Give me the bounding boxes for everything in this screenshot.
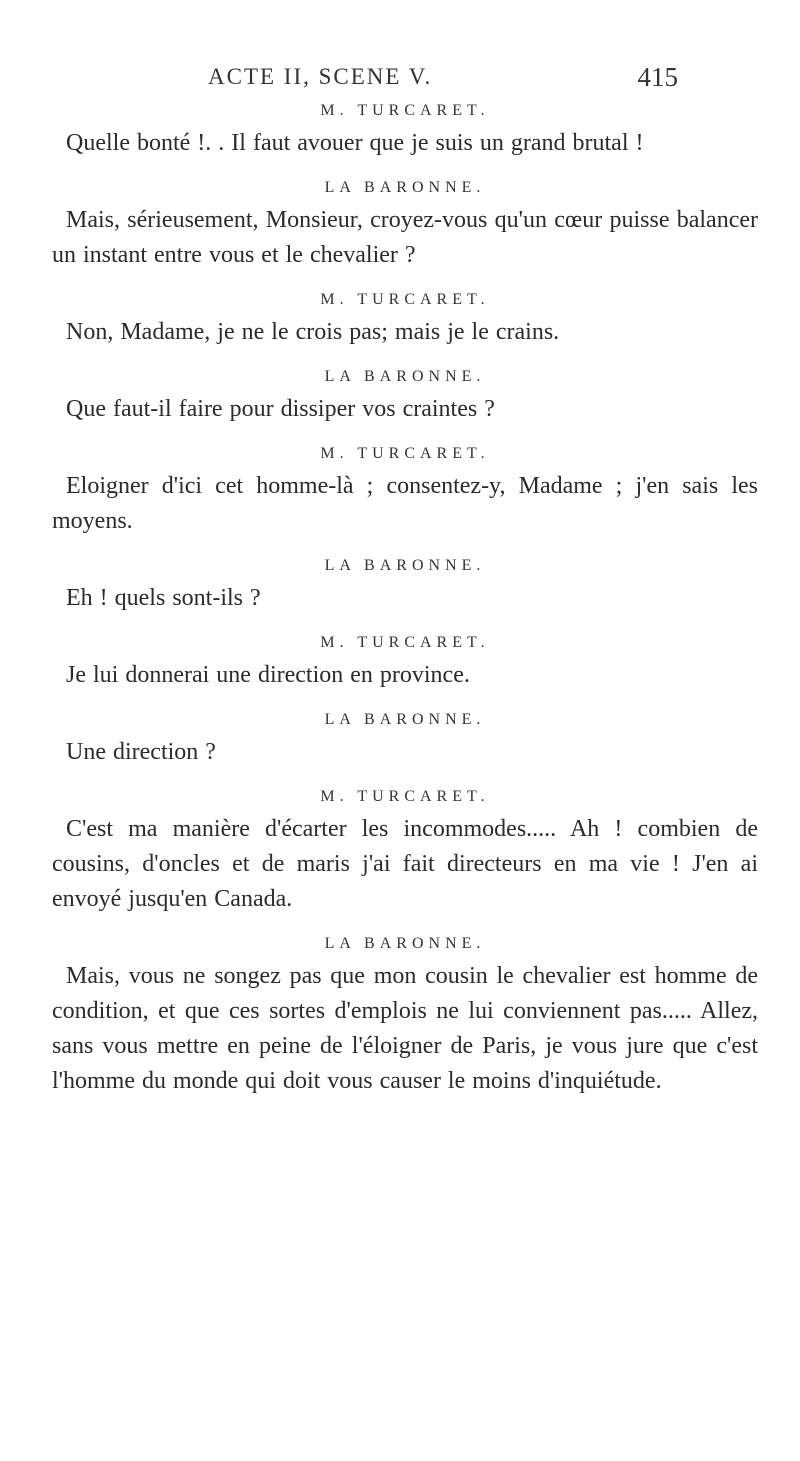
speaker-name: M. TURCARET. [320,634,490,651]
speech-text: Que faut-il faire pour dissiper vos craintes ? [66,396,495,422]
speaker-name: LA BARONNE. [324,179,486,196]
speaker-name: LA BARONNE. [324,557,486,574]
speech-text: Mais, vous ne songez pas que mon cousin le chevalier est homme de condition, et que ces sortes d'emplois ne lui conviennent pas..... Allez, sans vous mettre en peine de l'éloigner de Paris, je vous jure que c'est l'homme du monde qui doit vous causer le moins d'inquiétude. [52,963,758,1094]
speech-text: C'est ma manière d'écarter les incommodes..... Ah ! combien de cousins, d'oncles et de maris j'ai fait directeurs en ma vie ! J'en ai envoyé jusqu'en Canada. [52,816,758,912]
speech-text: Eloigner d'ici cet homme-là ; consentez-y, Madame ; j'en sais les moyens. [52,473,758,534]
speaker-name: M. TURCARET. [320,788,490,805]
speech-text: Quelle bonté !. . Il faut avouer que je suis un grand brutal ! [66,130,644,156]
speaker-name: LA BARONNE. [324,935,486,952]
running-title: ACTE II, SCENE V. [208,64,433,89]
speaker-name: M. TURCARET. [320,445,490,462]
page-number: 415 [637,62,678,92]
speaker-name: M. TURCARET. [320,291,490,308]
speech-text: Une direction ? [66,739,216,765]
speech-text: Mais, sérieusement, Monsieur, croyez-vous qu'un cœur puisse balancer un instant entre vous et le chevalier ? [52,207,758,268]
speaker-name: M. TURCARET. [320,102,490,119]
speech-text: Je lui donnerai une direction en province. [66,662,470,688]
dialogue-block [52,100,758,1115]
speech-text: Eh ! quels sont-ils ? [66,585,261,611]
speech-text: Non, Madame, je ne le crois pas; mais je le crains. [66,319,560,345]
speaker-name: LA BARONNE. [324,368,486,385]
speaker-name: LA BARONNE. [324,711,486,728]
running-header [208,64,678,100]
